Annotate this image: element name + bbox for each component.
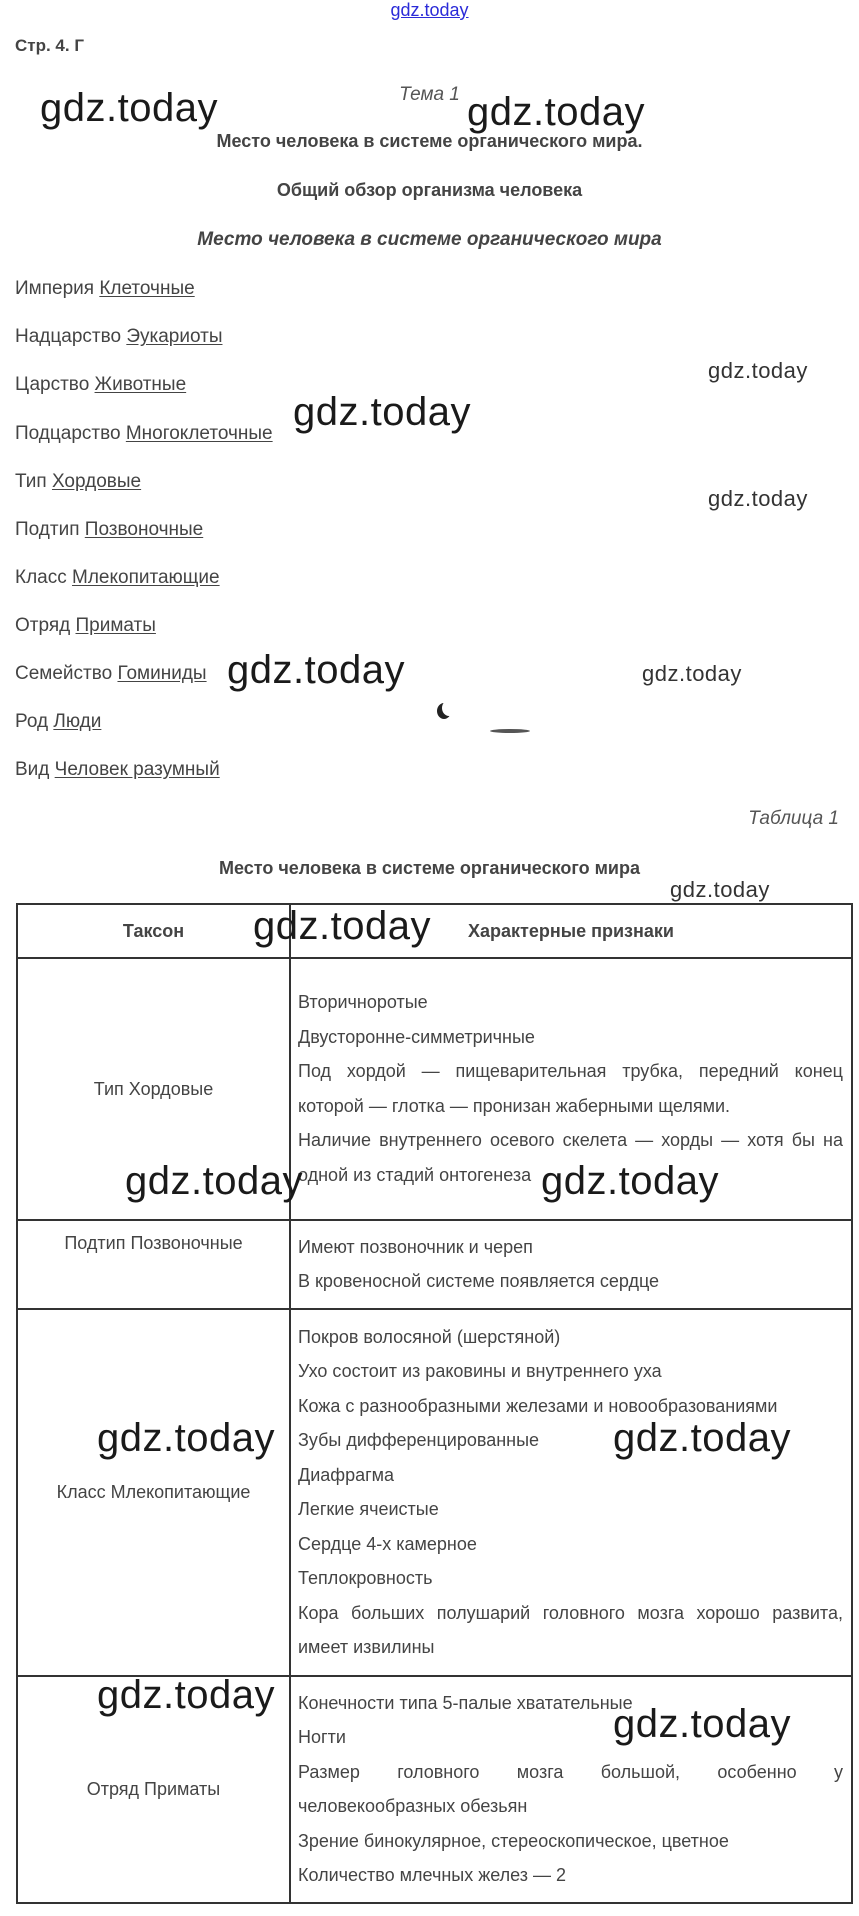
- watermark: gdz.today: [97, 1673, 275, 1717]
- taxonomy-rank: Подтип: [15, 519, 80, 540]
- main-heading: Место человека в системе органического мира.: [216, 131, 643, 151]
- feature-item: В кровеносной системе появляется сердце: [298, 1271, 660, 1291]
- taxonomy-value: Приматы: [75, 615, 156, 636]
- watermark: gdz.today: [708, 358, 808, 383]
- sub-heading: Общий обзор организма человека: [276, 180, 583, 200]
- page-reference: Стр. 4. Г: [15, 36, 84, 55]
- taxonomy-rank: Подцарство: [15, 423, 121, 444]
- feature-item: Под хордой — пищеварительная трубка, передний конец которой — глотка — пронизан жаберными щелями.: [298, 1061, 843, 1116]
- features-cell: [290, 1309, 852, 1676]
- taxonomy-rank: Царство: [15, 374, 90, 395]
- taxonomy-value: Человек разумный: [54, 759, 220, 780]
- watermark: gdz.today: [670, 877, 770, 902]
- table-row: [17, 1220, 852, 1309]
- watermark: gdz.today: [40, 86, 218, 130]
- taxonomy-line: [15, 759, 220, 781]
- taxonomy-line: [15, 519, 203, 541]
- taxon-cell: Отряд Приматы: [17, 1676, 290, 1903]
- taxonomy-line: [15, 423, 273, 445]
- taxonomy-rank: Род: [15, 711, 49, 732]
- feature-item: Двусторонне-симметричные: [298, 1026, 535, 1047]
- watermark: gdz.today: [642, 661, 742, 686]
- column-header-features: Характерные признаки: [290, 904, 852, 958]
- feature-item: Теплокровность: [298, 1568, 433, 1588]
- feature-item: Сердце 4-х камерное: [298, 1533, 477, 1554]
- taxonomy-line: [15, 278, 195, 300]
- taxonomy-value: Животные: [94, 374, 187, 395]
- taxon-cell: Тип Хордовые: [17, 958, 290, 1220]
- feature-item: Зрение бинокулярное, стереоскопическое, цветное: [298, 1830, 729, 1851]
- watermark: gdz.today: [97, 1416, 275, 1460]
- feature-item: Легкие ячеистые: [298, 1499, 439, 1519]
- taxonomy-value: Позвоночные: [84, 519, 204, 540]
- taxonomy-value: Млекопитающие: [72, 567, 220, 588]
- watermark: gdz.today: [125, 1159, 303, 1203]
- feature-item: Зубы дифференцированные: [298, 1430, 540, 1450]
- taxonomy-line: [15, 615, 156, 637]
- taxon-cell: Подтип Позвоночные: [17, 1220, 290, 1309]
- feature-item: Конечности типа 5-палые хватательные: [298, 1692, 633, 1713]
- taxonomy-line: [15, 663, 207, 685]
- taxonomy-value: Клеточные: [99, 278, 195, 299]
- watermark: gdz.today: [227, 648, 405, 692]
- feature-item: Покров волосяной (шерстяной): [298, 1326, 561, 1347]
- scan-artifact: [490, 729, 530, 733]
- taxonomy-value: Хордовые: [51, 471, 142, 492]
- taxonomy-rank: Семейство: [15, 663, 113, 684]
- table-row: [17, 1309, 852, 1676]
- column-header-taxon: Таксон: [17, 904, 290, 958]
- taxonomy-line: [15, 711, 101, 733]
- watermark: gdz.today: [541, 1159, 719, 1203]
- feature-item: Вторичноротые: [298, 992, 428, 1012]
- watermark: gdz.today: [708, 486, 808, 511]
- taxonomy-line: [15, 326, 222, 348]
- feature-item: Количество млечных желез — 2: [298, 1865, 567, 1885]
- features-cell: [290, 1220, 852, 1309]
- taxon-table: [16, 903, 853, 1904]
- taxonomy-value: Люди: [53, 711, 102, 732]
- watermark: gdz.today: [253, 904, 431, 948]
- taxonomy-value: Эукариоты: [126, 326, 223, 347]
- taxonomy-line: [15, 567, 220, 589]
- table-header-row: [17, 904, 852, 958]
- taxonomy-rank: Класс: [15, 567, 67, 588]
- watermark: gdz.today: [293, 390, 471, 434]
- taxonomy-line: [15, 374, 186, 396]
- taxonomy-value: Многоклеточные: [125, 423, 273, 444]
- taxonomy-line: [15, 471, 141, 493]
- table-caption: Таблица 1: [748, 808, 839, 829]
- watermark: gdz.today: [613, 1416, 791, 1460]
- taxonomy-rank: Вид: [15, 759, 50, 780]
- taxonomy-value: Гоминиды: [117, 663, 207, 684]
- watermark: gdz.today: [467, 90, 645, 134]
- table-title: Место человека в системе органического мира: [218, 858, 640, 878]
- section-heading: Место человека в системе органического мира: [197, 229, 662, 250]
- taxon-cell: Класс Млекопитающие: [17, 1309, 290, 1676]
- scan-artifact: [442, 700, 456, 716]
- taxonomy-rank: Надцарство: [15, 326, 122, 347]
- taxonomy-rank: Отряд: [15, 615, 71, 636]
- feature-item: Имеют позвоночник и череп: [298, 1236, 533, 1257]
- feature-item: Диафрагма: [298, 1464, 395, 1485]
- taxonomy-rank: Тип: [15, 471, 47, 492]
- topic-label: Тема 1: [399, 84, 460, 105]
- feature-item: Размер головного мозга большой, особенно у человекообразных обезьян: [298, 1761, 843, 1816]
- site-link[interactable]: gdz.today: [390, 0, 469, 20]
- feature-item: Наличие внутреннего осевого скелета — хорды — хотя бы на одной из стадий онтогенеза: [298, 1130, 843, 1185]
- feature-item: Кожа с разнообразными железами и новообразованиями: [298, 1395, 778, 1416]
- feature-item: Ухо состоит из раковины и внутреннего уха: [298, 1361, 662, 1381]
- taxonomy-rank: Империя: [15, 278, 95, 299]
- feature-item: Кора больших полушарий головного мозга хорошо развита, имеет извилины: [298, 1602, 843, 1657]
- feature-item: Ногти: [298, 1727, 346, 1747]
- watermark: gdz.today: [613, 1702, 791, 1746]
